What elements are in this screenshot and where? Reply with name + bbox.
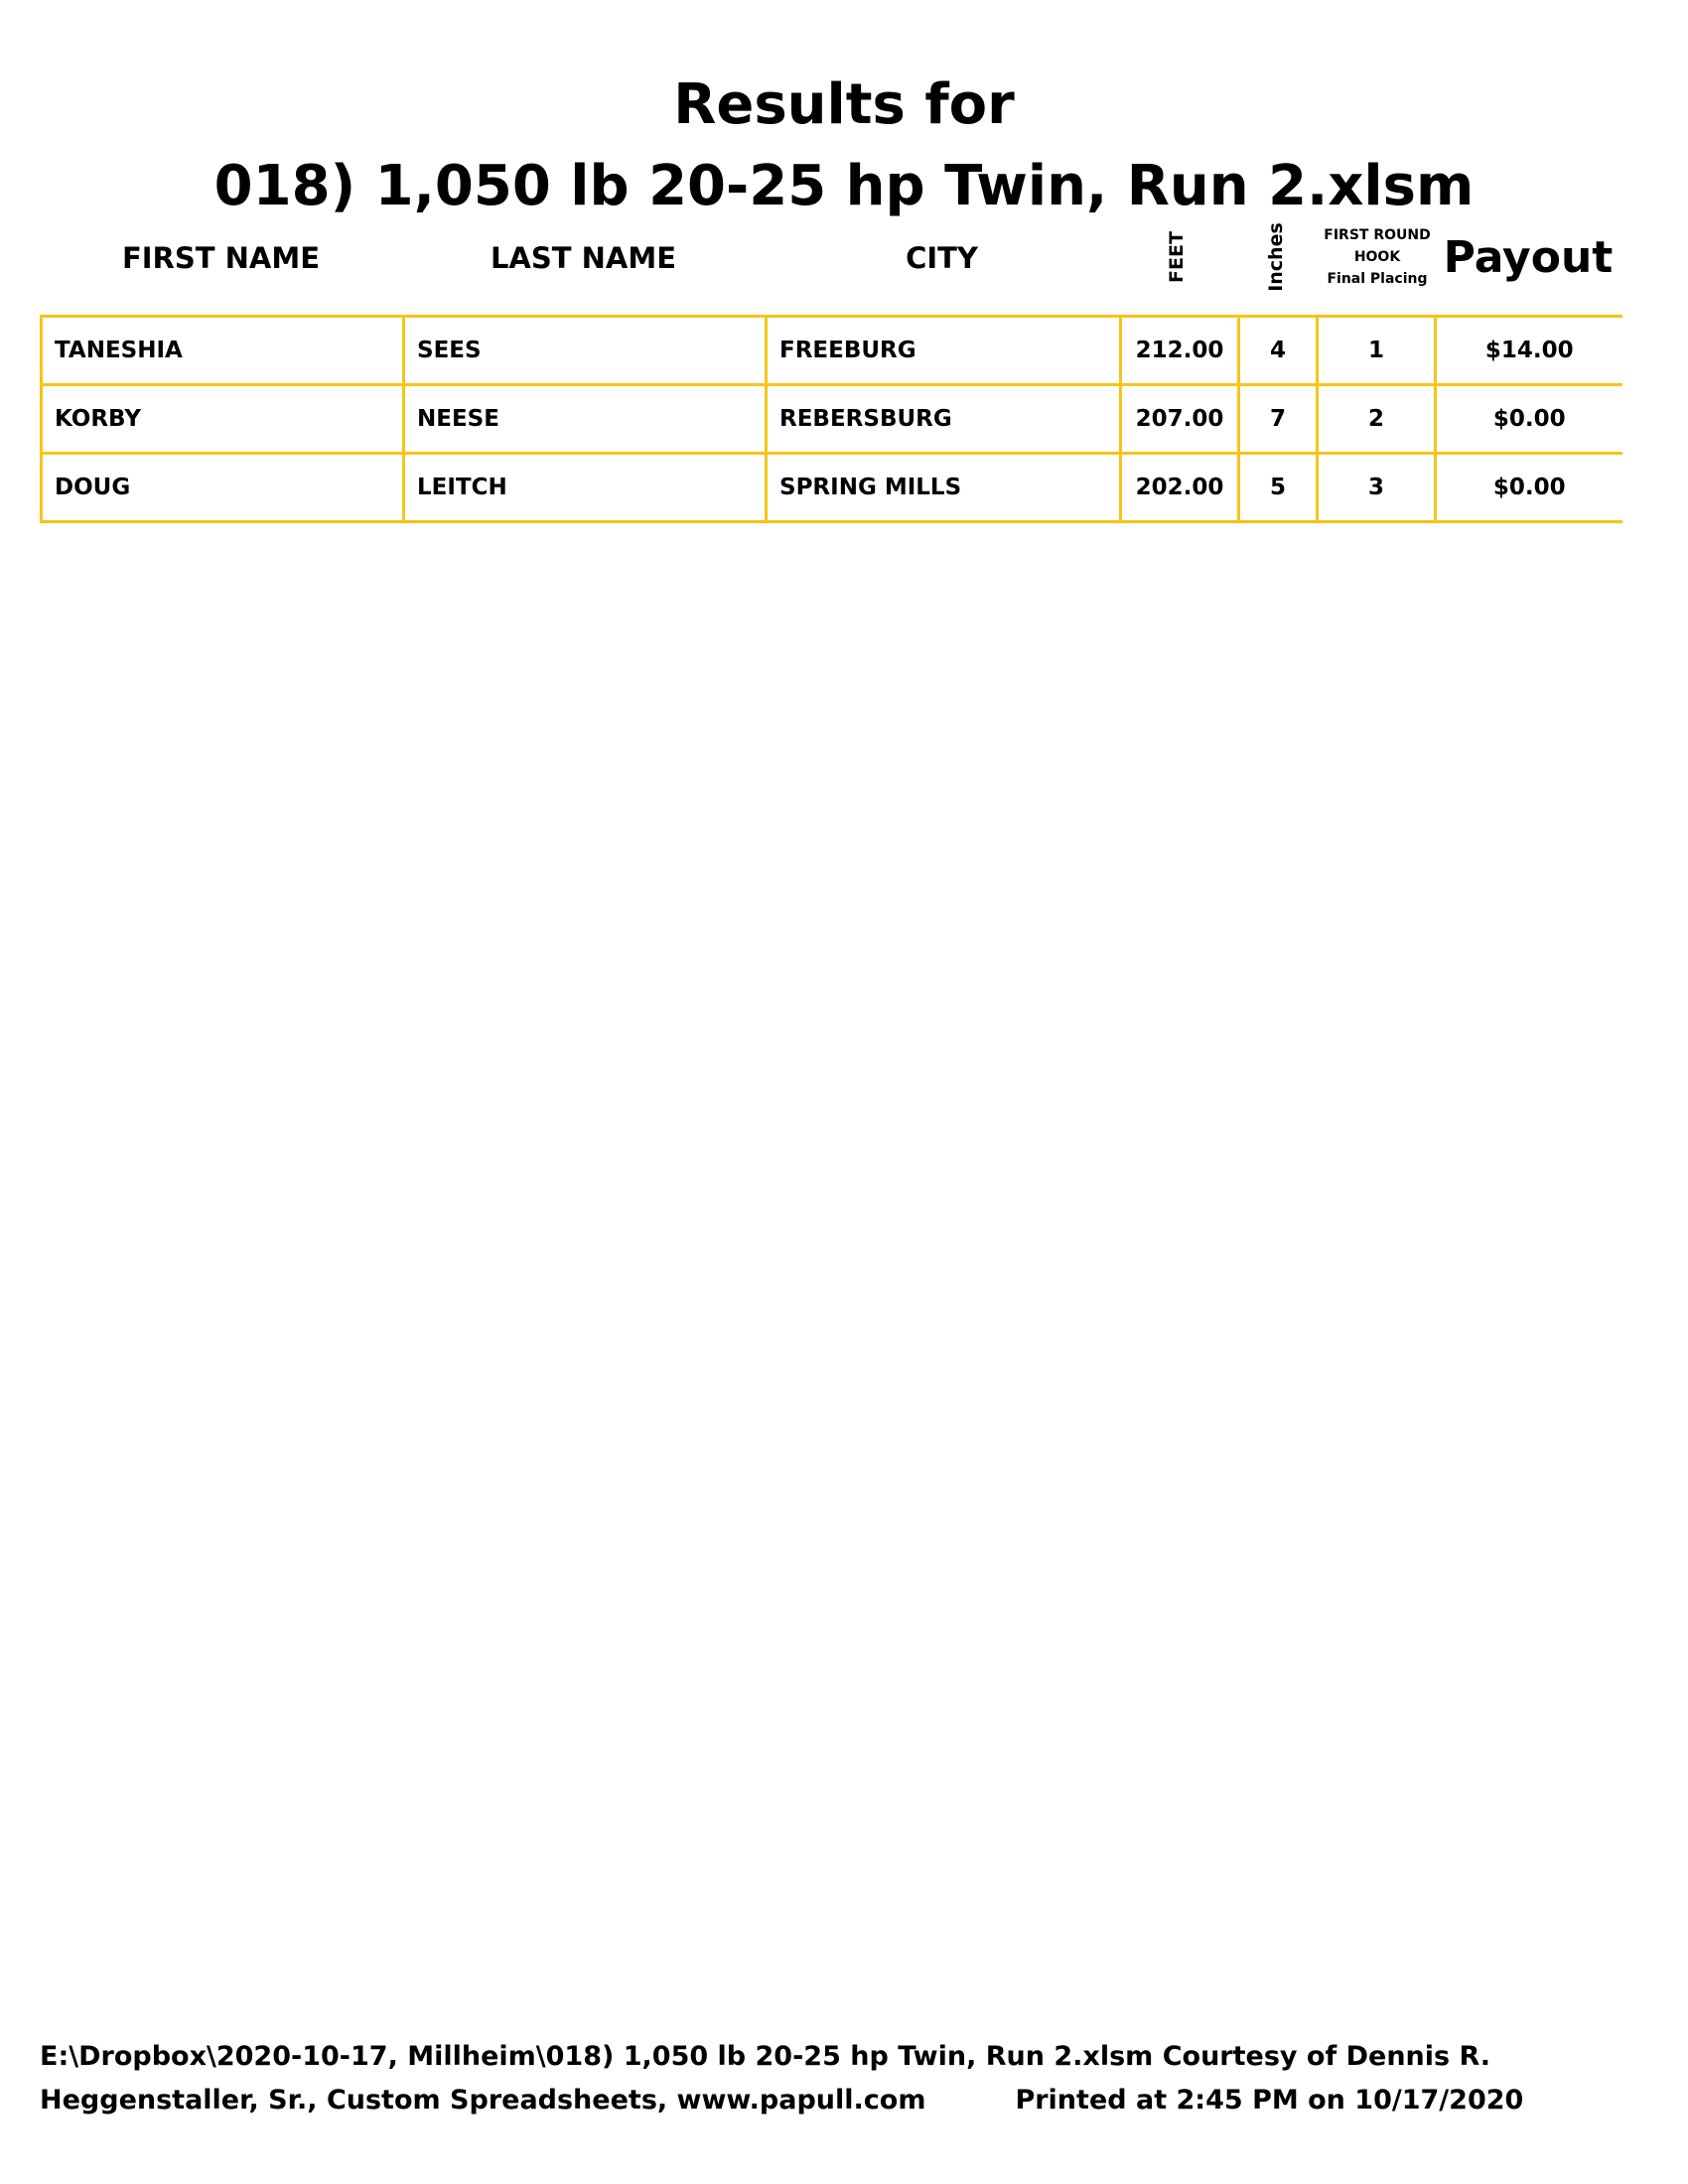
cell-first-name: TANESHIA <box>42 317 404 385</box>
cell-inches: 4 <box>1239 317 1318 385</box>
header-first-name: FIRST NAME <box>121 241 321 275</box>
cell-payout: $0.00 <box>1436 385 1622 454</box>
footer-courtesy: Heggenstaller, Sr., Custom Spreadsheets, www.papull.com <box>40 2085 926 2116</box>
header-first-round-line1: FIRST ROUND <box>1324 227 1431 243</box>
table-row <box>42 385 1622 454</box>
header-inches: Inches <box>1265 222 1287 292</box>
header-first-round <box>1319 224 1436 290</box>
footer-credits <box>40 2079 1628 2122</box>
cell-city: FREEBURG <box>767 317 1121 385</box>
cell-place: 3 <box>1318 454 1436 522</box>
footer-printed-at: Printed at 2:45 PM on 10/17/2020 <box>1015 2085 1524 2116</box>
header-feet: FEET <box>1166 231 1188 283</box>
results-table <box>40 315 1622 523</box>
cell-last-name: LEITCH <box>404 454 767 522</box>
cell-inches: 7 <box>1239 385 1318 454</box>
page-subtitle: 018) 1,050 lb 20-25 hp Twin, Run 2.xlsm <box>213 154 1475 218</box>
cell-inches: 5 <box>1239 454 1318 522</box>
cell-place: 1 <box>1318 317 1436 385</box>
cell-feet: 212.00 <box>1121 317 1239 385</box>
header-city: CITY <box>906 241 978 275</box>
header-payout: Payout <box>1443 232 1614 283</box>
cell-last-name: SEES <box>404 317 767 385</box>
cell-feet: 207.00 <box>1121 385 1239 454</box>
header-last-name: LAST NAME <box>490 241 677 275</box>
cell-last-name: NEESE <box>404 385 767 454</box>
table-row <box>42 317 1622 385</box>
cell-place: 2 <box>1318 385 1436 454</box>
cell-feet: 202.00 <box>1121 454 1239 522</box>
cell-city: REBERSBURG <box>767 385 1121 454</box>
header-first-round-line3: Final Placing <box>1327 271 1428 287</box>
cell-payout: $0.00 <box>1436 454 1622 522</box>
header-first-round-line2: HOOK <box>1353 249 1401 265</box>
cell-payout: $14.00 <box>1436 317 1622 385</box>
page-title: Results for <box>673 72 1015 137</box>
table-row <box>42 454 1622 522</box>
cell-first-name: KORBY <box>42 385 404 454</box>
footer-file-path: E:\Dropbox\2020-10-17, Millheim\018) 1,050 lb 20-25 hp Twin, Run 2.xlsm Courtesy of Dennis R. <box>40 2041 1491 2072</box>
cell-first-name: DOUG <box>42 454 404 522</box>
cell-city: SPRING MILLS <box>767 454 1121 522</box>
